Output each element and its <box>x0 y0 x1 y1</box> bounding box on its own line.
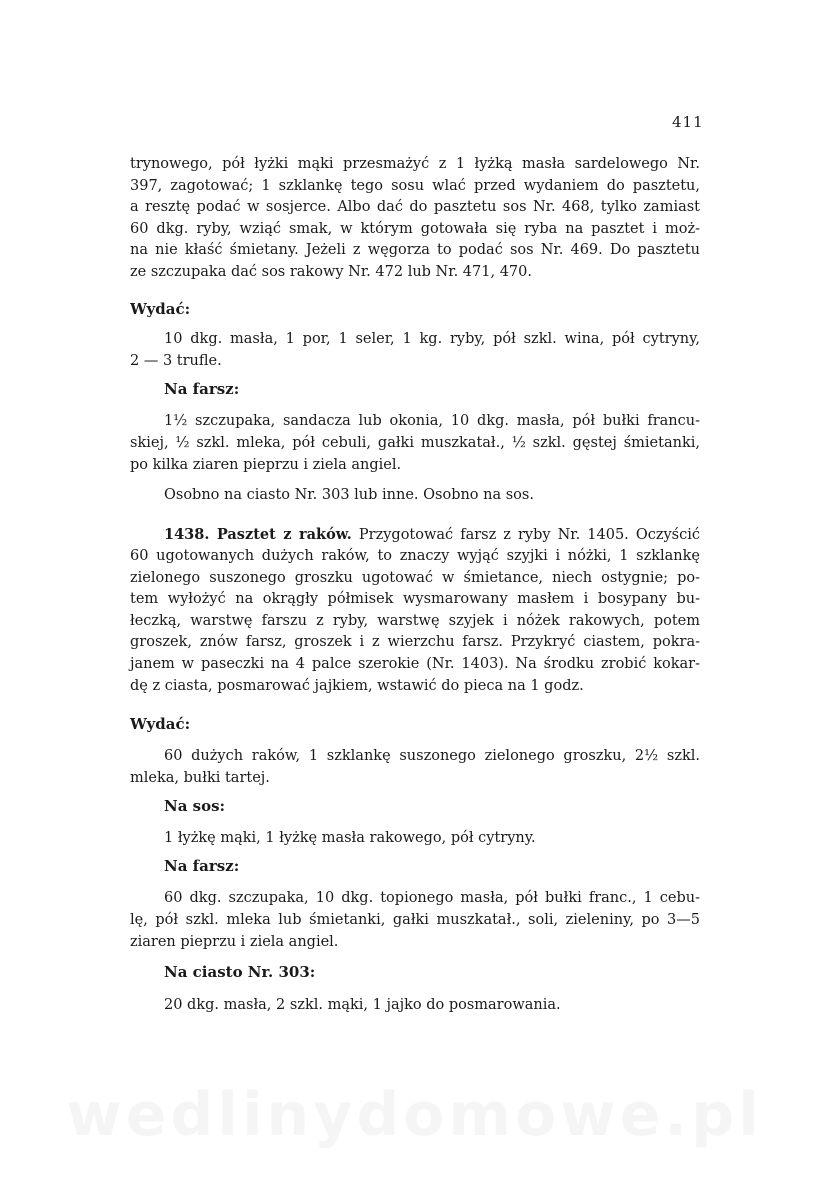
text-line: 2 — 3 trufle. <box>130 353 222 369</box>
farsz-heading-2: Na farsz: <box>164 857 240 875</box>
text-line: dę z ciasta, posmarować jajkiem, wstawić do pieca na 1 godz. <box>130 677 584 694</box>
text-line: 60 dkg. ryby, wziąć smak, w którym gotowała się ryba na pasztet i moż- <box>130 220 700 237</box>
text-line: łeczką, warstwę farszu z ryby, warstwę szyjek i nóżek rakowych, potem <box>130 612 700 629</box>
text-line: janem w paseczki na 4 palce szerokie (Nr. 1403). Na środku zrobić kokar- <box>130 655 700 672</box>
osobno-note <box>164 485 700 507</box>
farsz-heading: Na farsz: <box>164 380 240 398</box>
wydac-ingredients-2-cont <box>130 768 700 790</box>
sos-ingredients <box>164 828 700 850</box>
text-line: mleka, bułki tartej. <box>130 770 270 786</box>
wydac-ingredients <box>164 329 700 351</box>
text-line: trynowego, pół łyżki mąki przesmażyć z 1 łyżką masła sardelowego Nr. <box>130 156 700 172</box>
text-line: skiej, ½ szkl. mleka, pół cebuli, gałki muszkatał., ½ szkl. gęstej śmietanki, <box>130 435 700 451</box>
wydac-ingredients-2 <box>164 746 700 768</box>
wydac-ingredients-cont <box>130 351 700 373</box>
farsz-ingredients-cont <box>130 433 700 476</box>
text-line: 20 dkg. masła, 2 szkl. mąki, 1 jajko do posmarowania. <box>164 997 561 1013</box>
recipe-1438-first-line <box>164 524 700 547</box>
text-line: zielonego suszonego groszku ugotować w śmietance, niech ostygnie; po- <box>130 569 700 586</box>
text-line: ze szczupaka dać sos rakowy Nr. 472 lub Nr. 471, 470. <box>130 263 532 280</box>
intro-paragraph <box>130 154 700 284</box>
text-line: Osobno na ciasto Nr. 303 lub inne. Osobno na sos. <box>164 487 534 503</box>
text-line: ziaren pieprzu i ziela angiel. <box>130 933 339 950</box>
ciasto-heading: Na ciasto Nr. 303: <box>164 963 316 981</box>
text-line: po kilka ziaren pieprzu i ziela angiel. <box>130 456 402 473</box>
page-number: 411 <box>672 113 704 131</box>
text-line: 1½ szczupaka, sandacza lub okonia, 10 dkg. masła, pół bułki francu- <box>164 413 700 429</box>
ciasto-ingredients <box>164 995 700 1017</box>
text-line: 60 dkg. szczupaka, 10 dkg. topionego masła, pół bułki franc., 1 cebu- <box>164 890 700 906</box>
text-line: tem wyłożyć na okrągły półmisek wysmarowany masłem i bosypany bu- <box>130 591 700 608</box>
watermark <box>0 1080 829 1150</box>
wydac-heading: Wydać: <box>130 300 191 318</box>
text-line: groszek, znów farsz, groszek i z wierzchu farsz. Przykryć ciastem, pokra- <box>130 634 700 651</box>
wydac-heading-2: Wydać: <box>130 715 191 733</box>
text-line: 60 ugotowanych dużych raków, to znaczy wyjąć szyjki i nóżki, 1 szklankę <box>130 548 700 564</box>
text-line: na nie kłaść śmietany. Jeżeli z węgorza to podać sos Nr. 469. Do pasztetu <box>130 242 700 259</box>
text-line: 60 dużych raków, 1 szklankę suszonego zielonego groszku, 2½ szkl. <box>164 748 700 764</box>
text-line: 1438. Pasztet z raków. Przygotować farsz z ryby Nr. 1405. Oczyścić <box>164 526 700 543</box>
recipe-1438-body <box>130 546 700 697</box>
text-line: 10 dkg. masła, 1 por, 1 seler, 1 kg. ryby, pół szkl. wina, pół cytryny, <box>164 331 700 347</box>
farsz-ingredients-2 <box>164 888 700 910</box>
farsz-ingredients <box>164 411 700 433</box>
text-line: 397, zagotować; 1 szklankę tego sosu wlać przed wydaniem do pasztetu, <box>130 177 700 194</box>
text-line: lę, pół szkl. mleka lub śmietanki, gałki muszkatał., soli, zieleniny, po 3—5 <box>130 912 700 928</box>
text-line: a resztę podać w sosjerce. Albo dać do pasztetu sos Nr. 468, tylko zamiast <box>130 199 700 216</box>
farsz-ingredients-2-cont <box>130 910 700 953</box>
recipe-title: 1438. Pasztet z raków. <box>164 526 352 543</box>
sos-heading: Na sos: <box>164 797 226 815</box>
text-line: 1 łyżkę mąki, 1 łyżkę masła rakowego, pół cytryny. <box>164 830 536 846</box>
